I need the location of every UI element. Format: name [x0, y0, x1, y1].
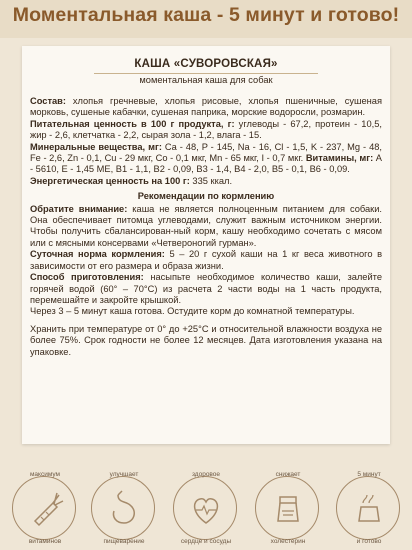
badge-label-bottom: пищеварение	[103, 538, 145, 545]
preparation-section	[30, 272, 382, 318]
badge-label-bottom: витаминов	[28, 538, 62, 545]
badge-label-top: максимум	[29, 471, 61, 478]
badge-vitamins	[12, 471, 76, 545]
badge-time	[336, 471, 400, 545]
badge-label-top: здоровое	[191, 471, 221, 478]
recommendations-title: Рекомендации по кормлению	[137, 191, 275, 202]
preparation-text: насыпьте необходимое количество каши, залейте горячей водой (60° – 70°С) из расчета 2 части воды на 1 часть продукта, перемешайте и закройте крышкой.	[30, 272, 382, 305]
daily-norm-section	[30, 249, 382, 272]
banner-title: Моментальная каша - 5 минут и готово!	[12, 4, 400, 26]
composition-section	[30, 96, 382, 119]
composition-text: хлопья гречневые, хлопья рисовые, хлопья пшеничные, сушеная морковь, сушеные кабачки, сушеная паприка, морские водоросли, розмарин.	[30, 96, 382, 118]
title-divider	[94, 73, 318, 74]
energy-section	[30, 176, 382, 187]
badge-label-top: улучшает	[109, 471, 139, 478]
top-banner	[0, 0, 412, 38]
jar-icon	[256, 477, 320, 541]
badge-heart	[173, 471, 237, 545]
badge-label-bottom: сердце и сосуды	[180, 538, 232, 545]
info-card	[22, 46, 390, 444]
vitamins-text: A - 5610, E - 1,45 ME, B1 - 1,1, B2 - 0,09, B3 - 1,4, B4 - 2,0, B5 - 0,1, B6 - 0,09.	[30, 153, 382, 175]
energy-text: 335 ккал.	[189, 175, 233, 186]
vitamins-label: Витамины, мг:	[305, 153, 374, 164]
minerals-text: Ca - 48, P - 145, Na - 16, Cl - 1,5, K - 237, Mg - 48, Fe - 2,6, Zn - 0,1, Cu - 29 мкг, Co - 0,1 мкг, Mn - 65 мкг, I - 0,7 мкг.	[30, 141, 382, 164]
daily-norm-text: 5 – 20 г сухой каши на 1 кг веса животного в зависимости от его размера и образа жизни.	[30, 249, 383, 271]
carrot-icon	[13, 477, 77, 541]
preparation-label: Способ приготовления:	[30, 272, 144, 283]
storage-text: Хранить при температуре от 0° до +25°С и относительной влажности воздуха не более 75%. Срок годности не более 12 месяцев. Дата изготовления указана на упаковке.	[30, 323, 382, 357]
heart-icon	[174, 477, 238, 541]
badge-label-top: снижает	[275, 471, 301, 478]
minerals-section	[30, 142, 382, 176]
attention-text: каша не является полноценным питанием для собаки. Она обеспечивает питомца углеводами, служит важным источником энергии. Чтобы получить сбалансирован-ный корм, кашу необходимо сочетать с мясом или с мясными консервами «Четвероногий гурман».	[30, 203, 382, 248]
badge-cholesterol	[255, 471, 319, 545]
preparation-text-2: Через 3 – 5 минут каша готова. Остудите корм до комнатной температуры.	[30, 306, 355, 317]
badge-digestion	[91, 471, 155, 545]
product-subtitle: моментальная каша для собак	[139, 75, 273, 85]
energy-label: Энергетическая ценность на 100 г:	[30, 175, 190, 186]
minerals-label: Минеральные вещества, мг:	[30, 141, 162, 152]
composition-label: Состав:	[30, 96, 66, 106]
attention-label: Обратите внимание:	[30, 203, 128, 214]
attention-section	[30, 204, 382, 250]
product-title: КАША «СУВОРОВСКАЯ»	[134, 58, 278, 70]
clock-icon	[337, 477, 401, 541]
nutrition-text: углеводы - 67,2, протеин - 10,5, жир - 2,6, клетчатка - 2,2, сырая зола - 1,2, влага - 15.	[30, 118, 382, 141]
badge-label-top: 5 минут	[357, 471, 381, 478]
benefit-badges	[0, 468, 412, 550]
badge-label-bottom: и готово	[356, 538, 382, 545]
daily-norm-label: Суточная норма кормления:	[30, 249, 165, 260]
storage-section	[30, 324, 382, 358]
nutrition-label: Питательная ценность в 100 г продукта, г:	[30, 118, 235, 129]
nutrition-section	[30, 119, 382, 142]
stomach-icon	[92, 477, 156, 541]
badge-label-bottom: холестерин	[270, 538, 306, 545]
